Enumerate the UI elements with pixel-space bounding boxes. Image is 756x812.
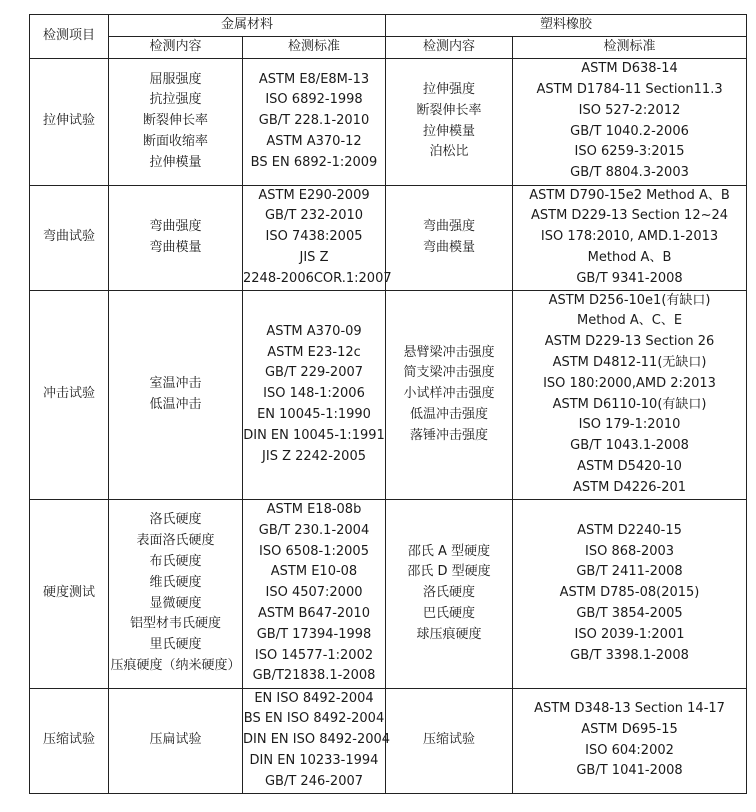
metal-standard-cell <box>243 499 386 688</box>
standard-item: GB/T21838.1-2008 <box>252 668 376 684</box>
list-item: 拉伸模量 <box>423 123 476 139</box>
standard-item: GB/T 3854-2005 <box>576 605 683 621</box>
standard-item: JIS Z <box>299 249 329 265</box>
row-item: 冲击试验 <box>30 290 109 499</box>
header-plastic-content: 检测内容 <box>386 36 513 58</box>
list-item: 邵氏 A 型硬度 <box>407 543 491 559</box>
list-item: 洛氏硬度 <box>423 585 476 601</box>
list-item: 断裂伸长率 <box>142 113 208 129</box>
plastic-content-cell <box>386 290 513 499</box>
list-item: 简支梁冲击强度 <box>403 365 495 381</box>
standard-item: EN ISO 8492-2004 <box>254 690 374 706</box>
standard-item: ASTM A370-12 <box>266 133 362 149</box>
header-item: 检测项目 <box>30 15 109 59</box>
list-item: 拉伸模量 <box>149 154 202 170</box>
standard-item: ASTM D229-13 Section 26 <box>544 334 715 350</box>
standard-item: GB/T 9341-2008 <box>576 270 683 286</box>
standard-item: 2248-2006COR.1:2007 <box>243 270 392 286</box>
list-item: 泊松比 <box>429 144 469 160</box>
standard-item: ASTM D638-14 <box>581 61 678 77</box>
standard-item: Method A、B <box>587 249 672 265</box>
standard-item: GB/T 2411-2008 <box>576 564 683 580</box>
standard-item: ISO 604:2002 <box>585 742 674 758</box>
plastic-content-cell <box>386 58 513 185</box>
standard-item: ISO 148-1:2006 <box>263 386 365 402</box>
standard-item: EN 10045-1:1990 <box>257 406 371 422</box>
plastic-standard-cell <box>513 499 747 688</box>
standard-item: ASTM D5420-10 <box>577 458 682 474</box>
standard-item: ASTM D348-13 Section 14-17 <box>534 701 725 716</box>
row-item: 弯曲试验 <box>30 185 109 290</box>
standard-item: ISO 6508-1:2005 <box>259 543 369 559</box>
standard-item: BS EN ISO 8492-2004 <box>243 711 385 727</box>
standard-item: GB/T 8804.3-2003 <box>570 165 689 181</box>
standard-item: ASTM D6110-10(有缺口) <box>552 396 707 412</box>
metal-content-cell <box>109 499 243 688</box>
standard-item: Method A、C、E <box>576 313 683 329</box>
standard-item: ISO 179-1:2010 <box>578 417 681 433</box>
standard-item: ISO 527-2:2012 <box>578 102 681 118</box>
list-item: 球压痕硬度 <box>416 626 482 642</box>
standard-item: ASTM D4812-11(无缺口) <box>552 355 707 370</box>
header-metal-content: 检测内容 <box>109 36 243 58</box>
metal-content-cell <box>109 185 243 290</box>
standard-item: GB/T 1041-2008 <box>576 763 683 779</box>
metal-content-cell <box>109 688 243 793</box>
plastic-standard-cell <box>513 58 747 185</box>
standard-item: ASTM E23-12c <box>267 344 361 360</box>
plastic-content-cell <box>386 499 513 688</box>
list-item: 邵氏 D 型硬度 <box>407 564 491 580</box>
header-plastic-standard: 检测标准 <box>513 36 747 58</box>
header-metal: 金属材料 <box>109 15 386 37</box>
standard-item: ISO 180:2000,AMD 2:2013 <box>543 375 716 391</box>
standard-item: GB/T 229-2007 <box>264 365 364 381</box>
standard-item: ASTM A370-09 <box>266 323 362 339</box>
standard-item: ASTM D790-15e2 Method A、B <box>529 187 730 203</box>
standard-item: ASTM D785-08(2015) <box>559 585 700 601</box>
plastic-content-cell <box>386 185 513 290</box>
header-metal-standard: 检测标准 <box>243 36 386 58</box>
list-item: 巴氏硬度 <box>423 605 476 621</box>
metal-standard-cell <box>243 185 392 290</box>
list-item: 悬臂梁冲击强度 <box>403 344 495 360</box>
metal-standard-cell <box>243 58 386 185</box>
standard-item: ISO 6892-1998 <box>265 92 363 108</box>
row-item: 压缩试验 <box>30 688 109 793</box>
standard-item: ASTM E18-08b <box>266 502 362 517</box>
test-standards-table <box>29 14 747 794</box>
list-item: 里氏硬度 <box>149 637 202 653</box>
list-item: 弯曲模量 <box>423 239 476 255</box>
metal-standard-cell <box>243 688 391 793</box>
standard-item: ISO 14577-1:2002 <box>254 647 374 663</box>
list-item: 显微硬度 <box>149 595 202 611</box>
table-row <box>30 58 747 185</box>
list-item: 洛氏硬度 <box>149 512 202 528</box>
standard-item: GB/T 228.1-2010 <box>258 113 370 129</box>
standard-item: ISO 178:2010, AMD.1-2013 <box>540 229 719 245</box>
list-item: 弯曲模量 <box>149 239 202 255</box>
plastic-standard-cell <box>513 185 747 290</box>
standard-item: ASTM D2240-15 <box>577 522 682 538</box>
plastic-content-cell <box>386 688 513 793</box>
standard-item: GB/T 246-2007 <box>264 773 364 789</box>
standard-item: GB/T 17394-1998 <box>256 626 372 642</box>
list-item: 屈服强度 <box>149 71 202 87</box>
row-item: 硬度测试 <box>30 499 109 688</box>
standard-item: ISO 868-2003 <box>585 543 675 559</box>
plastic-standard-cell <box>513 290 747 499</box>
list-item: 压缩试验 <box>423 732 476 748</box>
standard-item: ASTM D256-10e1(有缺口) <box>548 292 711 308</box>
standard-item: ASTM E8/E8M-13 <box>258 71 370 87</box>
standard-item: ASTM D229-13 Section 12~24 <box>531 208 729 224</box>
list-item: 布氏硬度 <box>149 554 202 569</box>
list-item: 弯曲强度 <box>423 218 476 234</box>
standard-item: DIN EN 10045-1:1991 <box>243 427 385 443</box>
standard-item: GB/T 1043.1-2008 <box>570 438 689 454</box>
metal-content-cell <box>109 290 243 499</box>
list-item: 断面收缩率 <box>142 133 208 149</box>
standard-item: DIN EN 10233-1994 <box>249 752 379 768</box>
list-item: 弯曲强度 <box>149 218 202 234</box>
list-item: 抗拉强度 <box>149 92 202 108</box>
standard-item: GB/T 1040.2-2006 <box>570 123 689 139</box>
table-row <box>30 185 747 290</box>
table-row <box>30 688 747 793</box>
standard-item: JIS Z 2242-2005 <box>262 448 366 464</box>
list-item: 小试样冲击强度 <box>403 386 495 402</box>
list-item: 铝型材韦氏硬度 <box>129 616 221 632</box>
list-item: 室温冲击 <box>149 375 202 391</box>
list-item: 拉伸强度 <box>423 82 476 97</box>
header-plastic: 塑料橡胶 <box>386 15 747 37</box>
standard-item: BS EN 6892-1:2009 <box>250 154 378 170</box>
standard-item: ISO 7438:2005 <box>265 229 363 245</box>
row-item: 拉伸试验 <box>30 58 109 185</box>
standard-item: ASTM E290-2009 <box>258 187 370 203</box>
list-item: 低温冲击强度 <box>410 406 489 422</box>
standard-item: GB/T 230.1-2004 <box>258 522 370 538</box>
standard-item: DIN EN ISO 8492-2004 <box>243 732 391 748</box>
table-row <box>30 290 747 499</box>
list-item: 落锤冲击强度 <box>410 427 489 443</box>
list-item: 维氏硬度 <box>149 574 202 590</box>
standard-item: ASTM D695-15 <box>581 721 678 737</box>
standard-item: ISO 4507:2000 <box>265 585 363 601</box>
standard-item: ASTM E10-08 <box>270 564 358 580</box>
table-row <box>30 499 747 688</box>
list-item: 压扁试验 <box>149 732 202 748</box>
standard-item: ASTM D1784-11 Section11.3 <box>536 82 723 97</box>
list-item: 断裂伸长率 <box>416 102 482 118</box>
metal-content-cell <box>109 58 243 185</box>
standard-item: GB/T 232-2010 <box>264 208 364 224</box>
standard-item: ASTM D4226-201 <box>573 479 687 495</box>
standard-item: GB/T 3398.1-2008 <box>570 647 689 663</box>
list-item: 压痕硬度（纳米硬度） <box>110 657 241 673</box>
list-item: 低温冲击 <box>149 396 202 412</box>
standard-item: ISO 2039-1:2001 <box>574 626 685 642</box>
plastic-standard-cell <box>513 688 747 793</box>
standard-item: ASTM B647-2010 <box>258 605 370 621</box>
list-item: 表面洛氏硬度 <box>136 533 215 549</box>
metal-standard-cell <box>243 290 386 499</box>
standard-item: ISO 6259-3:2015 <box>574 144 685 160</box>
